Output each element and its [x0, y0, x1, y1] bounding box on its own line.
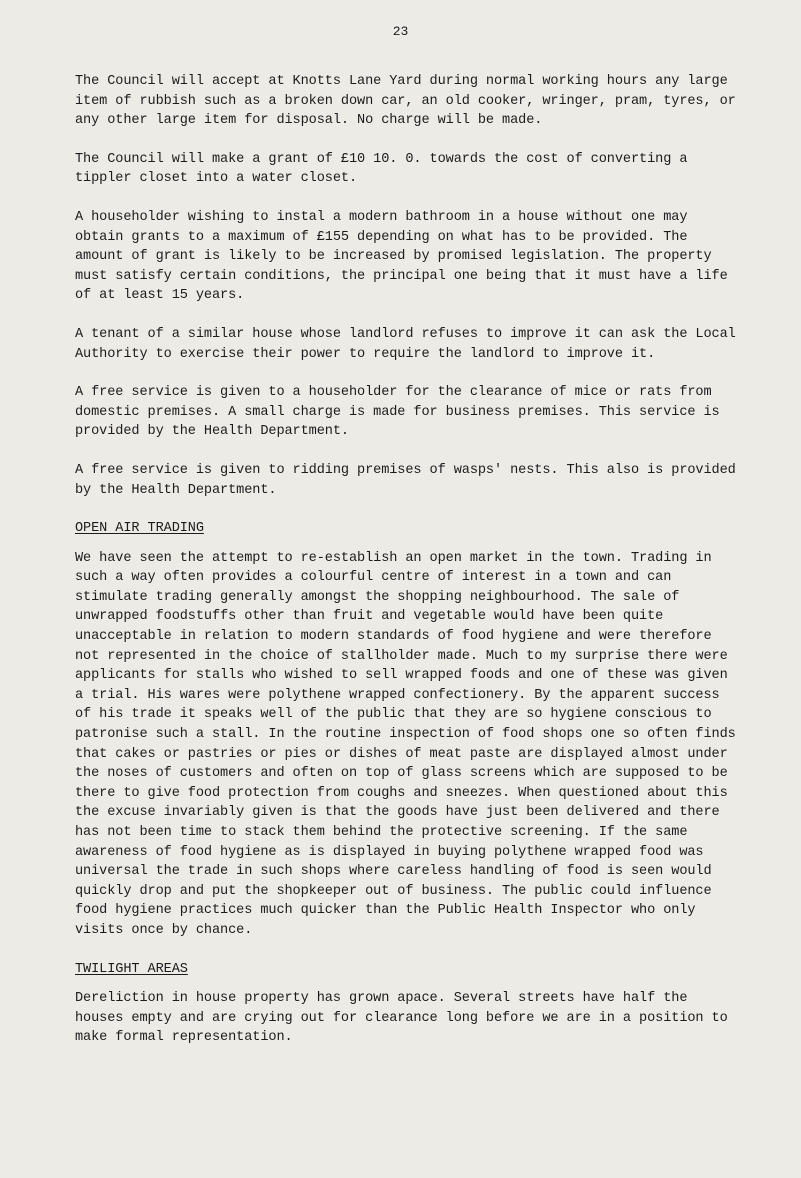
paragraph-bulky-rubbish: The Council will accept at Knotts Lane Yard during normal working hours any large item of rubbish such as a broken down car, an old cooker, wringer, pram, tyres, or any other large item for disposal. No charge will be made. [75, 74, 736, 129]
paragraph-wasp-service: A free service is given to ridding premises of wasps' nests. This also is provided by the Health Department. [75, 462, 736, 498]
paragraph-closet-grant: The Council will make a grant of £10 10. 0. towards the cost of converting a tippler closet into a water closet. [75, 151, 688, 187]
document-body [75, 72, 741, 1067]
paragraph-tenant-improvement: A tenant of a similar house whose landlord refuses to improve it can ask the Local Authority to exercise their power to require the landlord to improve it. [75, 326, 736, 362]
heading-twilight-areas: TWILIGHT AREAS [75, 961, 188, 977]
page-number: 23 [392, 24, 409, 39]
paragraph-bathroom-grant: A householder wishing to instal a modern bathroom in a house without one may obtain grants to a maximum of £155 depending on what has to be provided. The amount of grant is likely to be increased by promised legislation. The property must satisfy certain conditions, the principal one being that it must have a life of at least 15 years. [75, 209, 728, 304]
paragraph-twilight-areas: Dereliction in house property has grown apace. Several streets have half the houses empty and are crying out for clearance long before we are in a position to make formal representation. [75, 991, 728, 1046]
paragraph-rodent-service: A free service is given to a householder for the clearance of mice or rats from domestic premises. A small charge is made for business premises. This service is provided by the Health Department. [75, 385, 720, 440]
paragraph-open-air-trading: We have seen the attempt to re-establish an open market in the town. Trading in such a way often provides a colourful centre of interest in a town and can stimulate trading generally amongst the shopping neighbourhood. The sale of unwrapped foodstuffs other than fruit and vegetable would have been quite unacceptable in relation to modern standards of food hygiene and were therefore not represented in the choice of stallholder made. Much to my surprise there were applicants for stalls who wished to sell wrapped foods and one of these was given a trial. His wares were polythene wrapped confectionery. By the apparent success of his trade it speaks well of the public that they are so hygiene conscious to patronise such a stall. In the routine inspection of food shops one so often finds that cakes or pastries or pies or dishes of meat paste are displayed almost under the noses of customers and often on top of glass screens which are supposed to be there to give food protection from coughs and sneezes. When questioned about this the excuse invariably given is that the goods have just been delivered and there has not been time to stack them behind the protective screening. If the same awareness of food hygiene as is displayed in buying polythene wrapped food was universal the trade in such shops where careless handling of food is seen would quickly drop and put the shopkeeper out of business. The public could influence food hygiene practices much quicker than the Public Health Inspector who only visits once by chance. [75, 550, 736, 938]
heading-open-air-trading: OPEN AIR TRADING [75, 521, 204, 537]
